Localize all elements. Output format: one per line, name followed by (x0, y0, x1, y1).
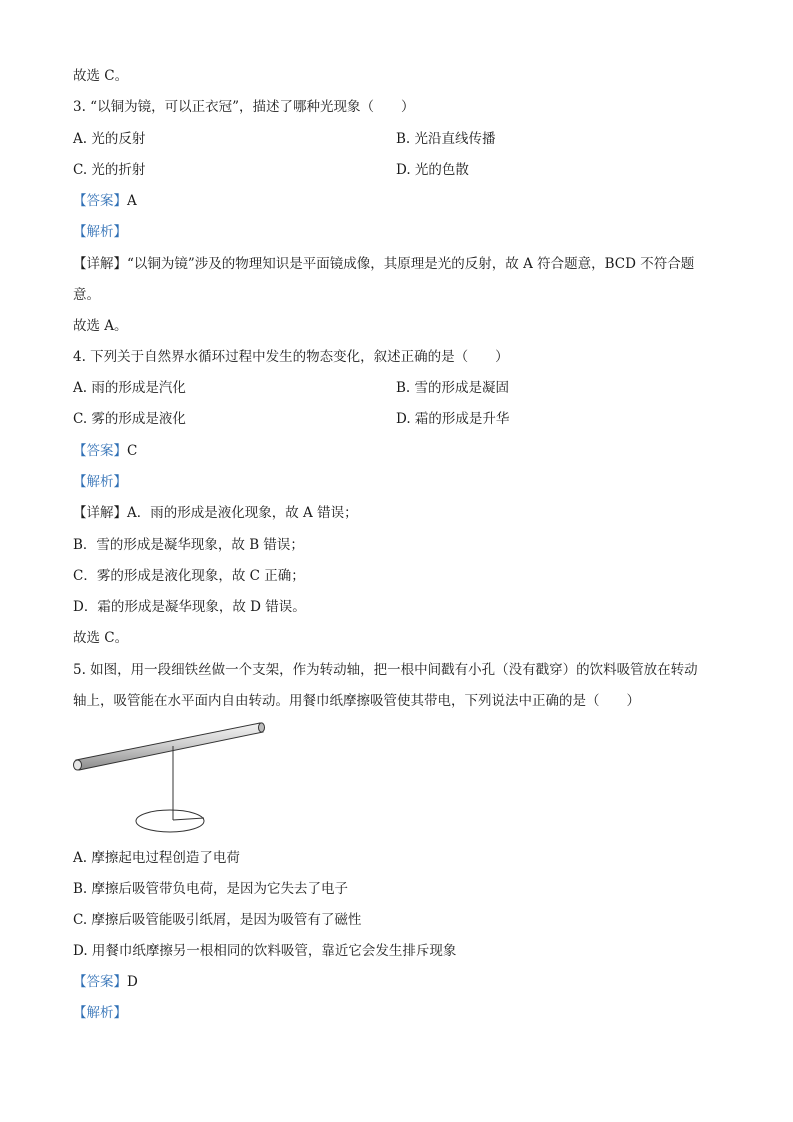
q3-answer (73, 191, 137, 211)
q4-detail-b: B．雪的形成是凝华现象，故 B 错误； (73, 537, 304, 553)
q4-detail-a (73, 503, 358, 523)
q3-analysis-tag: 【解析】 (73, 224, 127, 240)
detail-tag: 【详解】 (73, 256, 127, 272)
question-5-stem-line1: 5. 如图，用一段细铁丝做一个支架，作为转动轴，把一根中间戳有小孔（没有戳穿）的饮料吸管放在转动 (73, 662, 698, 678)
q3-option-b: B. 光沿直线传播 (396, 131, 496, 147)
q3-choose: 故选 A。 (73, 318, 128, 334)
answer-tag: 【答案】 (73, 193, 127, 209)
q4-option-d: D. 霜的形成是升华 (396, 411, 510, 427)
q5-option-c: C. 摩擦后吸管能吸引纸屑，是因为吸管有了磁性 (73, 912, 362, 928)
q4-analysis-tag: 【解析】 (73, 474, 127, 490)
q5-option-b: B. 摩擦后吸管带负电荷，是因为它失去了电子 (73, 881, 349, 897)
detail-tag: 【详解】 (73, 505, 127, 521)
answer-value: A (127, 193, 137, 209)
detail-text: “以铜为镜”涉及的物理知识是平面镜成像，其原理是光的反射，故 A 符合题意，BCD 不符合题 (127, 256, 695, 272)
q4-choose: 故选 C。 (73, 630, 129, 646)
base-radius-line (173, 818, 204, 820)
answer-value: C (127, 443, 138, 459)
q5-option-a: A. 摩擦起电过程创造了电荷 (73, 850, 240, 866)
straw-on-axis-figure (60, 712, 280, 837)
choose-line: 故选 C。 (73, 68, 129, 84)
drinking-straw (74, 723, 265, 770)
q3-detail (73, 254, 694, 274)
q5-answer (73, 972, 138, 992)
q4-option-b: B. 雪的形成是凝固 (396, 380, 510, 396)
q3-detail-cont: 意。 (73, 287, 100, 303)
question-5-stem-line2: 轴上，吸管能在水平面内自由转动。用餐巾纸摩擦吸管使其带电，下列说法中正确的是（ ） (73, 693, 640, 709)
q4-option-c: C. 雾的形成是液化 (73, 411, 186, 427)
q3-option-d: D. 光的色散 (396, 162, 469, 178)
answer-tag: 【答案】 (73, 443, 127, 459)
q3-option-a: A. 光的反射 (73, 131, 146, 147)
q5-option-d: D. 用餐巾纸摩擦另一根相同的饮料吸管，靠近它会发生排斥现象 (73, 943, 457, 959)
question-4-stem: 4. 下列关于自然界水循环过程中发生的物态变化，叙述正确的是（ ） (73, 349, 509, 365)
wire-base-ring (136, 810, 204, 832)
detail-text: A．雨的形成是液化现象，故 A 错误； (127, 505, 358, 521)
q4-detail-c: C．雾的形成是液化现象，故 C 正确； (73, 568, 305, 584)
q4-answer (73, 441, 137, 461)
q4-detail-d: D．霜的形成是凝华现象，故 D 错误。 (73, 599, 306, 615)
answer-value: D (127, 974, 138, 990)
q4-option-a: A. 雨的形成是汽化 (73, 380, 186, 396)
q5-analysis-tag: 【解析】 (73, 1005, 127, 1021)
answer-tag: 【答案】 (73, 974, 127, 990)
question-3-stem: 3. “以铜为镜，可以正衣冠”，描述了哪种光现象（ ） (73, 99, 415, 115)
q3-option-c: C. 光的折射 (73, 162, 146, 178)
